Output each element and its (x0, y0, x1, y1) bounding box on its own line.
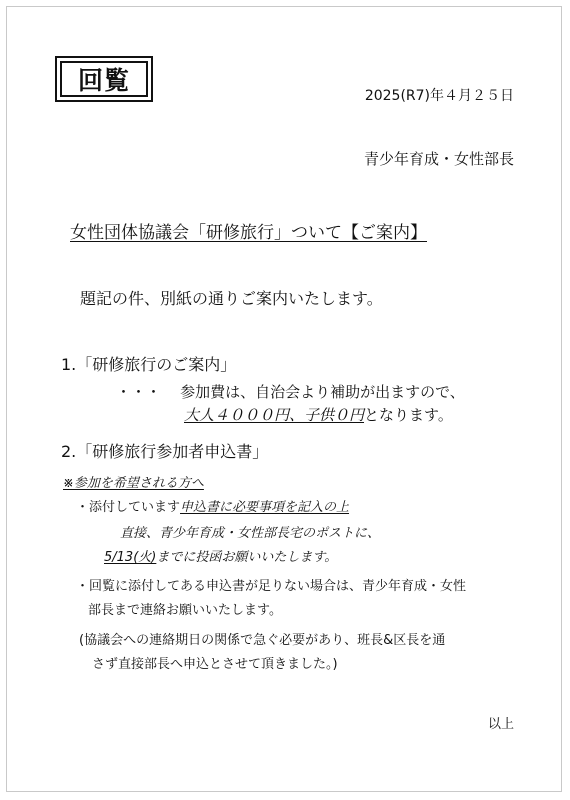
document-title: 女性団体協議会「研修旅行」ついて【ご案内】 (70, 223, 427, 243)
deadline-date: 5/13(火) (104, 550, 157, 565)
section2-heading: 2.「研修旅行参加者申込書」 (61, 442, 269, 461)
section1-line2 (184, 404, 453, 425)
paren-note-line2: さず直接部長へ申込とさせて頂きました。) (92, 657, 338, 672)
circular-stamp (55, 56, 153, 102)
section1-bullet-dots: ・・・ (116, 383, 162, 401)
bullet1-prefix: ・添付しています (76, 500, 181, 515)
bullet2-line2: 部長まで連絡お願いいたします。 (88, 603, 282, 618)
paren-note-line1: (協議会への連絡期日の関係で急ぐ必要があり、班長&区長を通 (79, 633, 446, 648)
section1-line2-rest: となります。 (364, 406, 453, 424)
bullet2-line1: ・回覧に添付してある申込書が足りない場合は、青少年育成・女性 (76, 579, 467, 594)
sender-title: 青少年育成・女性部長 (363, 150, 514, 168)
bullet1-line3-rest: までに投函お願いいたします。 (156, 550, 338, 565)
circular-stamp-label: 回覧 (60, 61, 148, 97)
document-date: 2025(R7)年４月２５日 (364, 88, 514, 104)
section1-heading: 1.「研修旅行のご案内」 (61, 355, 237, 374)
fee-amounts: 大人４０００円、子供０円 (184, 406, 365, 424)
intro-text: 題記の件、別紙の通りご案内いたします。 (80, 289, 383, 308)
bullet1-line2: 直接、青少年育成・女性部長宅のポストに、 (120, 526, 381, 541)
closing-text: 以上 (487, 717, 514, 732)
bullet1-line3 (104, 546, 337, 565)
bullet1-underlined: 申込書に必要事項を記入の上 (180, 500, 350, 515)
section1-line1-text: 参加費は、自治会より補助が出ますので、 (180, 383, 465, 401)
section2-note: ※参加を希望される方へ (63, 476, 204, 491)
bullet1-line1 (76, 496, 349, 515)
section1-line1 (116, 381, 465, 402)
